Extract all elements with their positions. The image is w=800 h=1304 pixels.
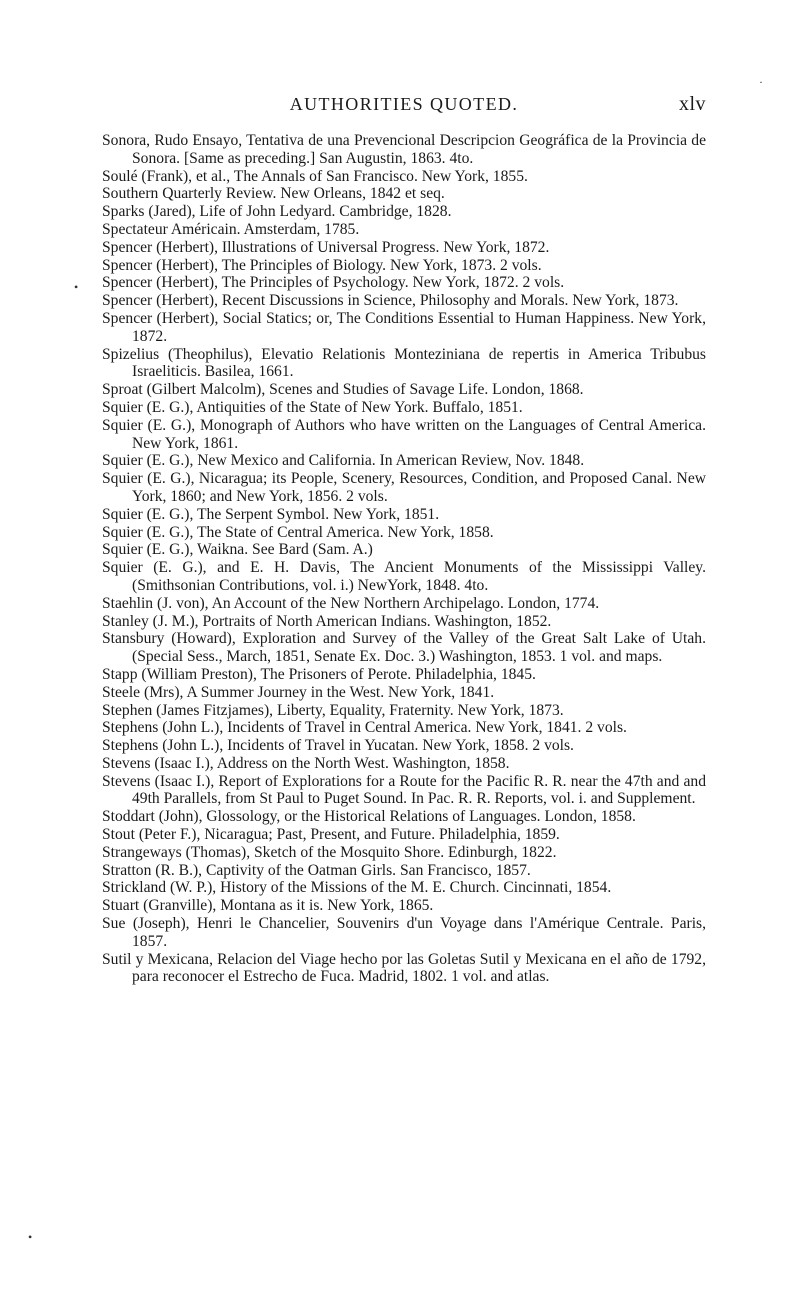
- bibliography-entry: Squier (E. G.), and E. H. Davis, The Ancient Monuments of the Mississippi Valley. (Smithsonian Contributions, vol. i.) NewYork, 1848. 4to.: [102, 559, 706, 594]
- bibliography-entry: Spencer (Herbert), The Principles of Psychology. New York, 1872. 2 vols.: [102, 274, 565, 292]
- bibliography-entry: Sue (Joseph), Henri le Chancelier, Souvenirs d'un Voyage dans l'Amérique Centrale. Paris, 1857.: [102, 915, 706, 950]
- bibliography-entry: Squier (E. G.), The Serpent Symbol. New York, 1851.: [102, 505, 440, 523]
- bibliography-entry: Spizelius (Theophilus), Elevatio Relationis Montezinianа de repertis in America Tribubus Israeliticis. Basilea, 1661.: [102, 345, 706, 381]
- bibliography-entry: Squier (E. G.), Antiquities of the State of New York. Buffalo, 1851.: [102, 398, 523, 416]
- bibliography-entry: Stephen (James Fitzjames), Liberty, Equality, Fraternity. New York, 1873.: [102, 701, 564, 719]
- bibliography-entry: Stratton (R. B.), Captivity of the Oatman Girls. San Francisco, 1857.: [102, 861, 531, 879]
- bibliography-entry: Stout (Peter F.), Nicaragua; Past, Present, and Future. Philadelphia, 1859.: [102, 826, 560, 844]
- bibliography-entry: Stevens (Isaac I.), Address on the North West. Washington, 1858.: [102, 754, 510, 772]
- bibliography-entry: Strickland (W. P.), History of the Missions of the M. E. Church. Cincinnati, 1854.: [102, 879, 612, 897]
- bibliography-entry: Sparks (Jared), Life of John Ledyard. Cambridge, 1828.: [102, 203, 452, 221]
- print-speck: •: [28, 1230, 33, 1244]
- bibliography-entry: Squier (E. G.), Waikna. See Bard (Sam. A.): [102, 541, 373, 559]
- bibliography-entry: Sproat (Gilbert Malcolm), Scenes and Studies of Savage Life. London, 1868.: [102, 381, 584, 399]
- bibliography-entry: Stansbury (Howard), Exploration and Survey of the Valley of the Great Salt Lake of Utah. (Special Sess., March, 1851, Senate Ex. Doc. 3.) Washington, 1853. 1 vol. and maps.: [102, 630, 706, 666]
- bibliography-entry: Southern Quarterly Review. New Orleans, 1842 et seq.: [102, 185, 445, 203]
- bibliography-entry: Stevens (Isaac I.), Report of Explorations for a Route for the Pacific R. R. near the 47th and and 49th Parallels, from St Paul to Puget Sound. In Pac. R. R. Reports, vol. i. and Supplement.: [102, 772, 706, 808]
- bibliography-entry: Squier (E. G.), Monograph of Authors who have written on the Languages of Central America. New York, 1861.: [102, 416, 706, 452]
- bibliography-entry: Stuart (Granville), Montana as it is. New York, 1865.: [102, 897, 434, 915]
- bibliography-entry: Soulé (Frank), et al., The Annals of San Francisco. New York, 1855.: [102, 167, 528, 185]
- bibliography-entry: Sonora, Rudo Ensayo, Tentativa de una Prevencional Descripcion Geográfica de la Provincia de Sonora. [Same as preceding.] San Augustin, 1863. 4to.: [102, 132, 706, 167]
- bibliography-entry: Spectateur Américain. Amsterdam, 1785.: [102, 220, 360, 238]
- running-head: [102, 92, 706, 116]
- running-title: AUTHORITIES QUOTED.: [289, 94, 519, 114]
- bibliography-entry: Stapp (William Preston), The Prisoners of Perote. Philadelphia, 1845.: [102, 665, 536, 683]
- bibliography-entry: Stoddart (John), Glossology, or the Historical Relations of Languages. London, 1858.: [102, 808, 636, 826]
- bibliography-entry: Stephens (John L.), Incidents of Travel in Central America. New York, 1841. 2 vols.: [102, 719, 627, 737]
- bibliography-entry: Strangeways (Thomas), Sketch of the Mosquito Shore. Edinburgh, 1822.: [102, 843, 557, 861]
- bibliography-entry: Stanley (J. M.), Portraits of North American Indians. Washington, 1852.: [102, 612, 552, 630]
- bibliography-list: [102, 132, 706, 986]
- bibliography-entry: Squier (E. G.), The State of Central America. New York, 1858.: [102, 523, 494, 541]
- bibliography-entry: Spencer (Herbert), Social Statics; or, The Conditions Essential to Human Happiness. New York, 1872.: [102, 309, 706, 345]
- bibliography-entry: Squier (E. G.), New Mexico and California. In American Review, Nov. 1848.: [102, 452, 585, 470]
- page-number: xlv: [678, 93, 706, 115]
- bibliography-entry: Staehlin (J. von), An Account of the New Northern Archipelago. London, 1774.: [102, 594, 600, 612]
- print-speck: •: [74, 280, 79, 294]
- bibliography-entry: Squier (E. G.), Nicaragua; its People, Scenery, Resources, Condition, and Proposed Canal. New York, 1860; and New York, 1856. 2 vols.: [102, 470, 706, 505]
- bibliography-entry: Spencer (Herbert), Illustrations of Universal Progress. New York, 1872.: [102, 238, 550, 256]
- bibliography-entry: Stephens (John L.), Incidents of Travel in Yucatan. New York, 1858. 2 vols.: [102, 737, 574, 755]
- bibliography-entry: Sutil y Mexicana, Relacion del Viage hecho por las Goletas Sutil y Mexicana en el año de 1792, para reconocer el Estrecho de Fuca. Madrid, 1802. 1 vol. and atlas.: [102, 950, 706, 986]
- print-speck: ·: [759, 75, 763, 89]
- bibliography-entry: Steele (Mrs), A Summer Journey in the West. New York, 1841.: [102, 683, 495, 701]
- bibliography-entry: Spencer (Herbert), The Principles of Biology. New York, 1873. 2 vols.: [102, 256, 542, 274]
- bibliography-entry: Spencer (Herbert), Recent Discussions in Science, Philosophy and Morals. New York, 1873.: [102, 292, 679, 310]
